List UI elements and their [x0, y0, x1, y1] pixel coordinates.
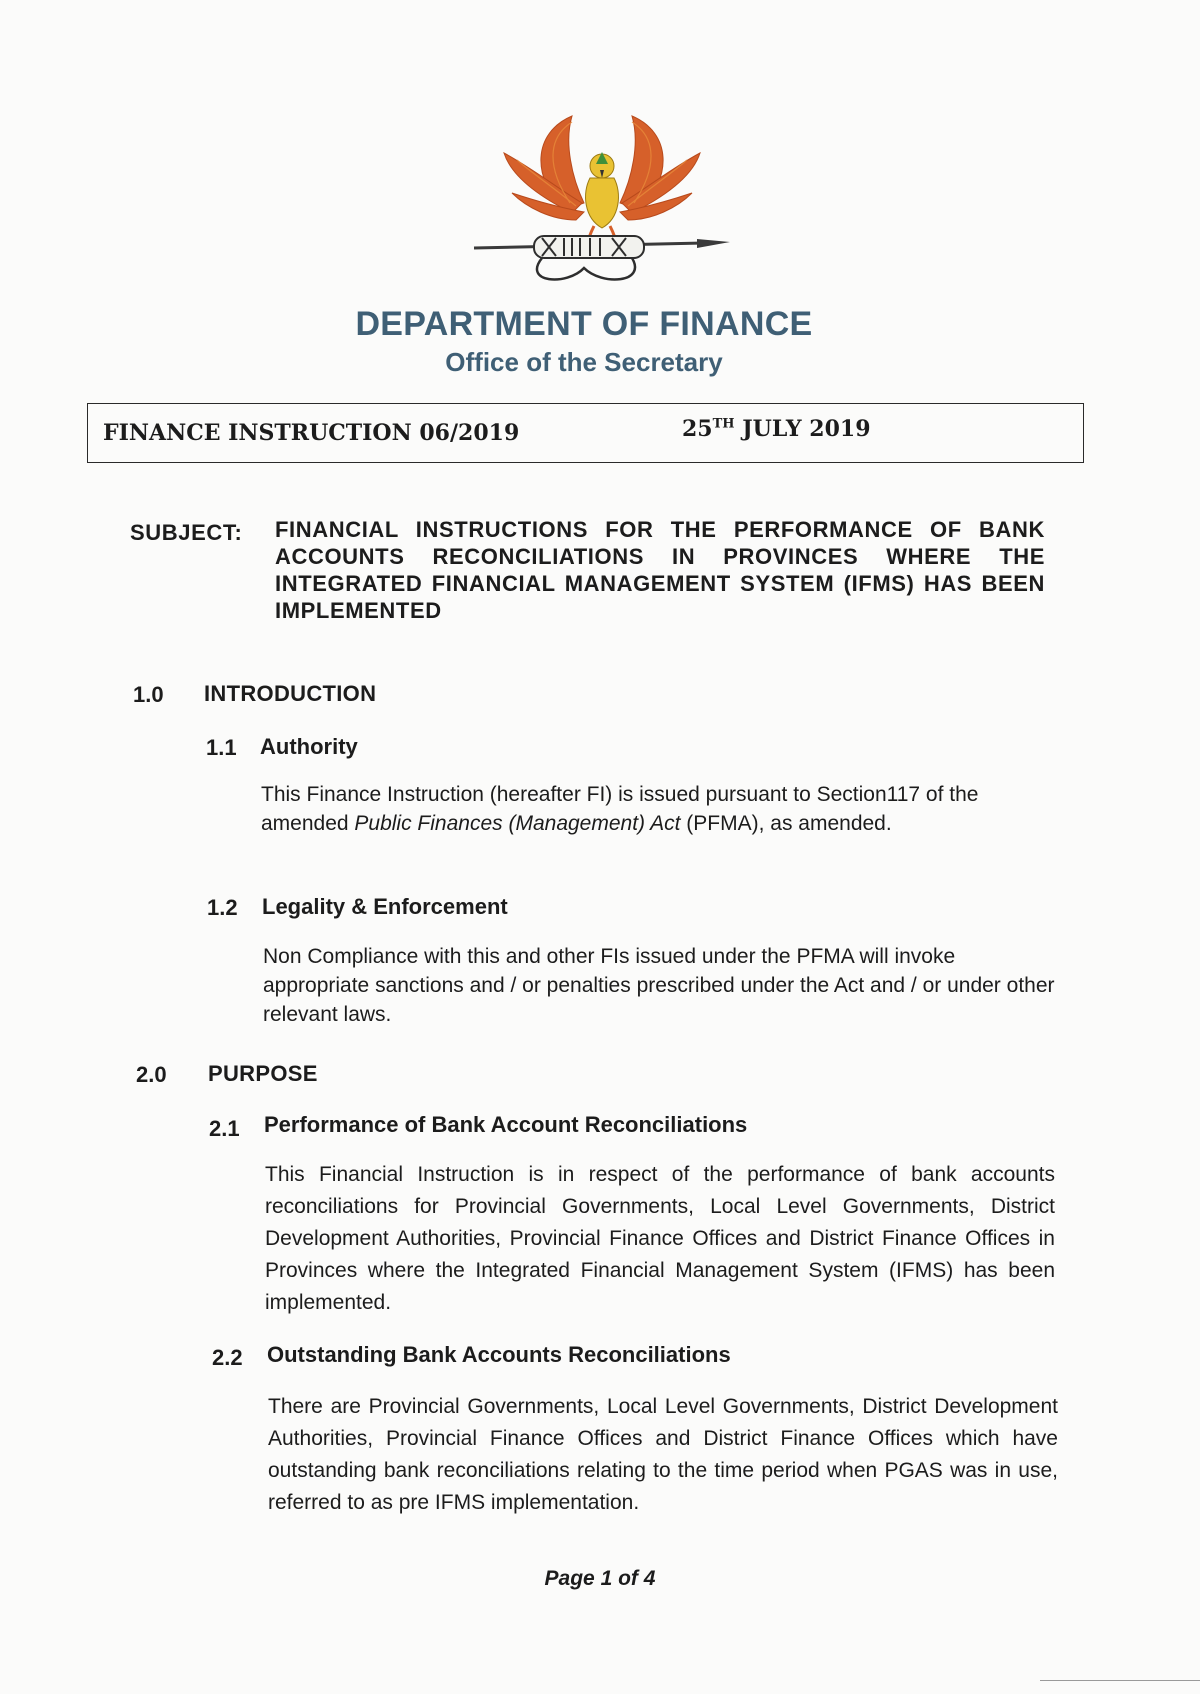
section-2-title: PURPOSE: [208, 1061, 318, 1086]
instruction-date: [682, 416, 871, 442]
subject-text: FINANCIAL INSTRUCTIONS FOR THE PERFORMANCE OF BANK ACCOUNTS RECONCILIATIONS IN PROVINCES WHERE THE INTEGRATED FINANCIAL MANAGEMENT SYSTEM (IFMS) HAS BEEN IMPLEMENTED: [275, 517, 1045, 623]
subsection-2-1-number: 2.1: [209, 1116, 240, 1141]
spear-and-drum: [474, 236, 730, 279]
section-2-number: 2.0: [136, 1062, 167, 1087]
authority-text-after: (PFMA), as amended.: [680, 812, 892, 835]
date-suffix: TH: [712, 416, 735, 432]
scan-edge-line: [1040, 1680, 1200, 1681]
subsection-1-2-text: Non Compliance with this and other FIs issued under the PFMA will invoke appropriate sanctions and / or penalties prescribed under the Act and / or under other relevant laws.: [263, 945, 1055, 1026]
subsection-1-1-text: [261, 780, 1031, 838]
act-name: Public Finances (Management) Act: [354, 812, 681, 835]
date-day: 25: [682, 416, 713, 442]
finance-instruction-box: [87, 403, 1084, 463]
department-title: DEPARTMENT OF FINANCE: [355, 305, 813, 343]
date-rest: JULY 2019: [734, 416, 871, 442]
authority-text-before: This Finance Instruction (hereafter FI) is issued pursuant to Section117 of the amended: [261, 783, 979, 835]
subsection-1-2-title: Legality & Enforcement: [262, 894, 508, 919]
bird-of-paradise-emblem-icon: [472, 108, 734, 288]
subsection-1-2-number: 1.2: [207, 895, 238, 920]
subject-label: SUBJECT:: [130, 520, 243, 545]
subsection-2-2-number: 2.2: [212, 1345, 243, 1370]
section-1-number: 1.0: [133, 682, 164, 707]
section-1-title: INTRODUCTION: [204, 681, 377, 706]
bird-body: [586, 178, 619, 228]
subsection-1-1-number: 1.1: [206, 735, 237, 760]
subsection-2-2-title: Outstanding Bank Accounts Reconciliations: [267, 1342, 731, 1367]
subsection-2-1-text: This Financial Instruction is in respect of the performance of bank accounts reconciliations for Provincial Governments, Local Level Governments, District Development Authorities, Provincial Finance Offices and District Finance Offices in Provinces where the Integrated Financial Management System (IFMS) has been implemented.: [265, 1163, 1055, 1314]
office-subtitle: Office of the Secretary: [445, 347, 723, 377]
subsection-2-1-title: Performance of Bank Account Reconciliations: [264, 1112, 748, 1137]
subsection-2-2-text: There are Provincial Governments, Local Level Governments, District Development Authorities, Provincial Finance Offices and District Finance Offices which have outstanding bank reconciliations relating to the time period when PGAS was in use, referred to as pre IFMS implementation.: [268, 1395, 1058, 1514]
finance-instruction-number: FINANCE INSTRUCTION 06/2019: [103, 420, 520, 446]
subsection-1-1-title: Authority: [260, 734, 358, 759]
page-number: Page 1 of 4: [544, 1567, 656, 1590]
